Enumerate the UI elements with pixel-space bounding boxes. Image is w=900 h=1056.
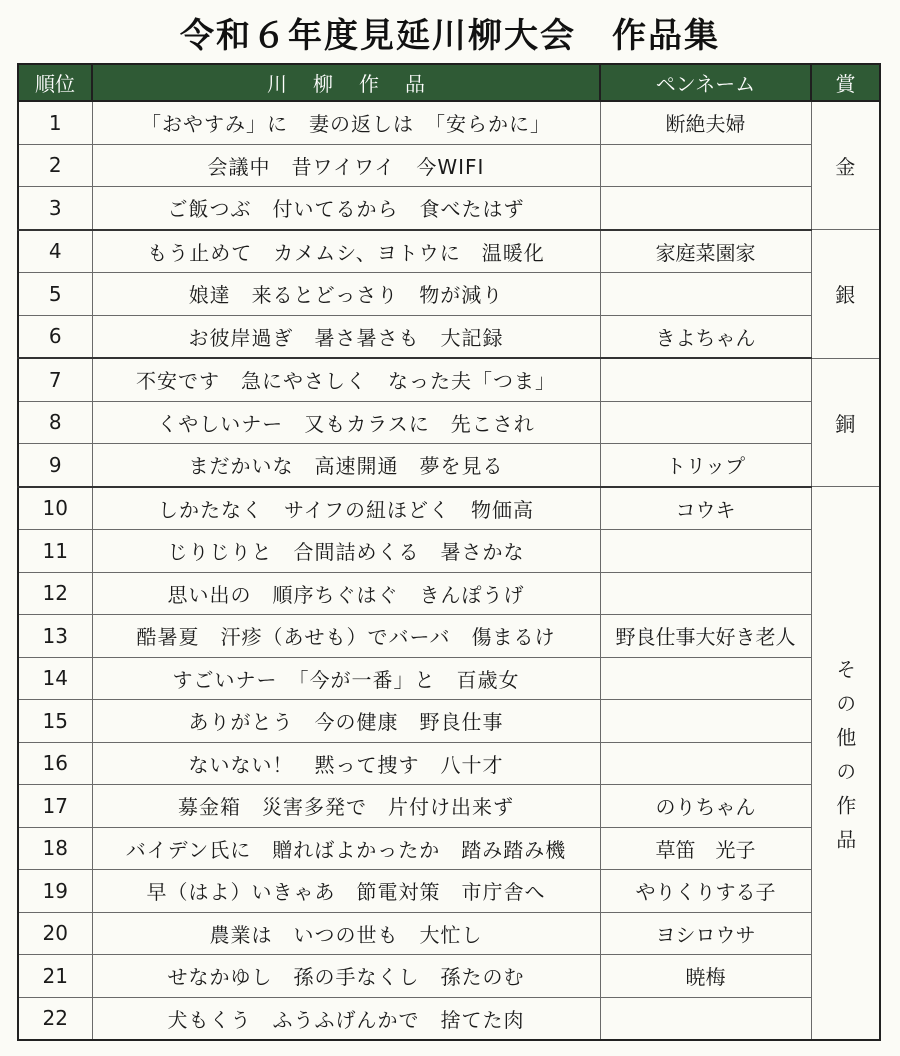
work-cell: ないない！ 黙って捜す 八十才 (92, 742, 600, 785)
rank-cell: 18 (18, 827, 92, 870)
pen-name-cell (600, 742, 811, 785)
award-other (811, 487, 880, 1041)
table-row (18, 870, 880, 913)
pen-name-cell (600, 273, 811, 316)
header-work-label: 川柳作品 (267, 72, 451, 96)
rank-cell: 1 (18, 101, 92, 144)
work-cell: 「おやすみ」に 妻の返しは 「安らかに」 (92, 101, 600, 144)
work-cell: バイデン氏に 贈ればよかったか 踏み踏み機 (92, 827, 600, 870)
pen-name-cell (600, 144, 811, 187)
work-cell: まだかいな 高速開通 夢を見る (92, 444, 600, 487)
work-cell: 早（はよ）いきゃあ 節電対策 市庁舎へ (92, 870, 600, 913)
pen-name-cell: ヨシロウサ (600, 912, 811, 955)
pen-name-cell (600, 401, 811, 444)
work-cell: 犬もくう ふうふげんかで 捨てた肉 (92, 997, 600, 1040)
work-cell: すごいナー 「今が一番」と 百歳女 (92, 657, 600, 700)
rank-cell: 15 (18, 700, 92, 743)
header-work (92, 64, 600, 101)
table-row (18, 401, 880, 444)
table-row (18, 912, 880, 955)
work-cell: 募金箱 災害多発で 片付け出来ず (92, 785, 600, 828)
header-award: 賞 (811, 64, 880, 101)
table-row (18, 187, 880, 230)
rank-cell: 22 (18, 997, 92, 1040)
table-row (18, 700, 880, 743)
rank-cell: 7 (18, 358, 92, 401)
work-cell: 会議中 昔ワイワイ 今WIFI (92, 144, 600, 187)
table-row (18, 572, 880, 615)
rank-cell: 6 (18, 315, 92, 358)
table-row (18, 997, 880, 1040)
rank-cell: 11 (18, 530, 92, 573)
pen-name-cell: やりくりする子 (600, 870, 811, 913)
work-cell: 思い出の 順序ちぐはぐ きんぽうげ (92, 572, 600, 615)
rank-cell: 12 (18, 572, 92, 615)
rank-cell: 4 (18, 230, 92, 273)
rank-cell: 16 (18, 742, 92, 785)
work-cell: 娘達 来るとどっさり 物が減り (92, 273, 600, 316)
header-pen-name: ペンネーム (600, 64, 811, 101)
rank-cell: 2 (18, 144, 92, 187)
rank-cell: 19 (18, 870, 92, 913)
table-row (18, 487, 880, 530)
rank-cell: 20 (18, 912, 92, 955)
award-gold: 金 (811, 101, 880, 230)
works-table (17, 63, 881, 1041)
pen-name-cell: 野良仕事大好き老人 (600, 615, 811, 658)
pen-name-cell (600, 700, 811, 743)
work-cell: じりじりと 合間詰めくる 暑さかな (92, 530, 600, 573)
pen-name-cell (600, 572, 811, 615)
pen-name-cell (600, 358, 811, 401)
table-header-row (18, 64, 880, 101)
rank-cell: 3 (18, 187, 92, 230)
work-cell: くやしいナー 又もカラスに 先こされ (92, 401, 600, 444)
table-row (18, 444, 880, 487)
work-cell: 酷暑夏 汗疹（あせも）でバーバ 傷まるけ (92, 615, 600, 658)
pen-name-cell (600, 657, 811, 700)
table-row (18, 657, 880, 700)
work-cell: しかたなく サイフの紐ほどく 物価高 (92, 487, 600, 530)
pen-name-cell (600, 187, 811, 230)
rank-cell: 14 (18, 657, 92, 700)
award-other-label: その他の作品 (832, 658, 857, 863)
table-row (18, 955, 880, 998)
table-row (18, 273, 880, 316)
work-cell: 農業は いつの世も 大忙し (92, 912, 600, 955)
work-cell: ご飯つぶ 付いてるから 食べたはず (92, 187, 600, 230)
table-row (18, 827, 880, 870)
table-row (18, 785, 880, 828)
award-silver: 銀 (811, 230, 880, 359)
pen-name-cell: 暁梅 (600, 955, 811, 998)
pen-name-cell: 草笛 光子 (600, 827, 811, 870)
table-row (18, 230, 880, 273)
pen-name-cell: トリップ (600, 444, 811, 487)
rank-cell: 21 (18, 955, 92, 998)
table-row (18, 742, 880, 785)
pen-name-cell: 家庭菜園家 (600, 230, 811, 273)
pen-name-cell: きよちゃん (600, 315, 811, 358)
pen-name-cell: コウキ (600, 487, 811, 530)
rank-cell: 8 (18, 401, 92, 444)
table-row (18, 615, 880, 658)
header-rank: 順位 (18, 64, 92, 101)
work-cell: 不安です 急にやさしく なった夫「つま」 (92, 358, 600, 401)
work-cell: せなかゆし 孫の手なくし 孫たのむ (92, 955, 600, 998)
award-bronze: 銅 (811, 358, 880, 487)
rank-cell: 17 (18, 785, 92, 828)
rank-cell: 5 (18, 273, 92, 316)
table-row (18, 315, 880, 358)
work-cell: ありがとう 今の健康 野良仕事 (92, 700, 600, 743)
pen-name-cell: のりちゃん (600, 785, 811, 828)
table-row (18, 530, 880, 573)
table-row (18, 144, 880, 187)
rank-cell: 13 (18, 615, 92, 658)
work-cell: もう止めて カメムシ、ヨトウに 温暖化 (92, 230, 600, 273)
pen-name-cell (600, 997, 811, 1040)
rank-cell: 10 (18, 487, 92, 530)
page-title: 令和６年度見延川柳大会 作品集 (180, 16, 720, 56)
table-row (18, 358, 880, 401)
table-row (18, 101, 880, 144)
pen-name-cell (600, 530, 811, 573)
rank-cell: 9 (18, 444, 92, 487)
work-cell: お彼岸過ぎ 暑さ暑さも 大記録 (92, 315, 600, 358)
pen-name-cell: 断絶夫婦 (600, 101, 811, 144)
